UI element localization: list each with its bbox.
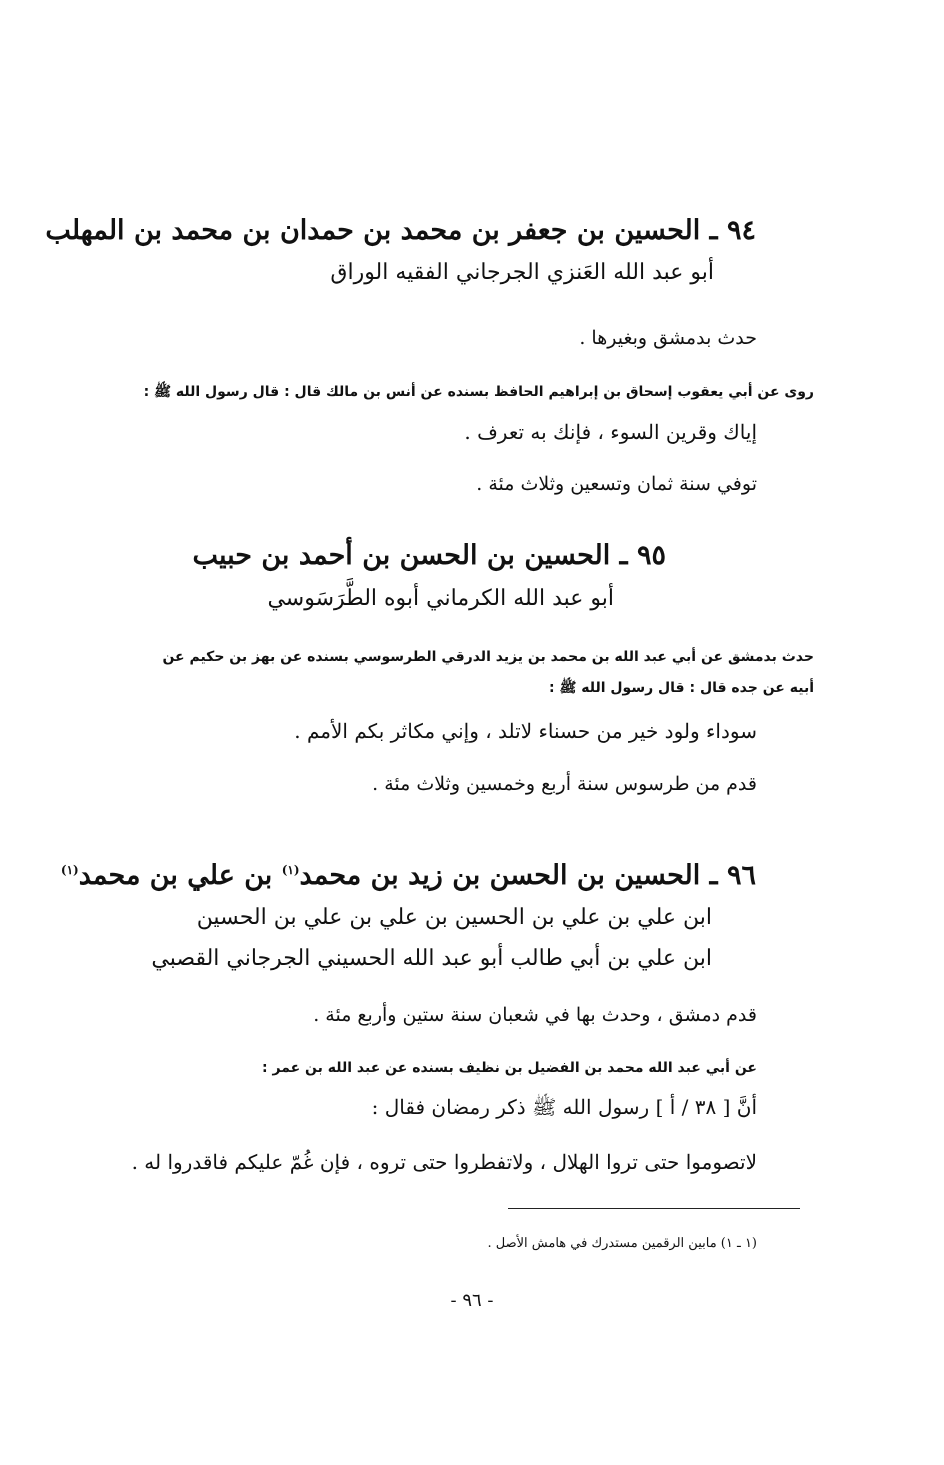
entry-96-chain: عن أبي عبد الله محمد بن الفضيل بن نظيف بسنده عن عبد الله بن عمر : [262,1060,757,1076]
page-number: - ٩٦ - [450,1290,494,1311]
entry-94-death: توفي سنة ثمان وتسعين وثلاث مئة . [476,473,757,495]
entry-96-title-part-b: بن علي بن محمد [78,860,282,891]
entry-94-hadith: إياك وقرين السوء ، فإنك به تعرف . [464,420,757,444]
entry-96-hadith: لاتصوموا حتى تروا الهلال ، ولاتفطروا حتى تروه ، فإن غُمّ عليكم فاقدروا له . [131,1150,757,1174]
footnote: (١ ـ ١) مابين الرقمين مستدرك في هامش الأصل . [487,1236,757,1251]
entry-96-note: قدم دمشق ، وحدث بها في شعبان سنة ستين وأربع مئة . [313,1004,757,1026]
entry-95-chain-a: حدث بدمشق عن أبي عبد الله بن محمد بن يزيد الدرقي الطرسوسي بسنده عن بهز بن حكيم عن [162,649,814,665]
entry-95-note: قدم من طرسوس سنة أربع وخمسين وثلاث مئة . [372,773,757,795]
entry-96-title [61,860,756,891]
entry-94-subtitle: أبو عبد الله العَنزي الجرجاني الفقيه الوراق [330,260,714,285]
entry-96-subtitle-1: ابن علي بن علي بن الحسين بن علي بن علي بن الحسين [196,905,712,930]
entry-96-subtitle-2: ابن علي بن أبي طالب أبو عبد الله الحسيني الجرجاني القصبي [151,946,712,971]
entry-94-title: ٩٤ ـ الحسين بن جعفر بن محمد بن حمدان بن محمد بن المهلب [45,215,756,246]
footnote-ref: (١) [281,863,300,877]
footnote-separator [508,1208,800,1209]
entry-94-chain: روى عن أبي يعقوب إسحاق بن إبراهيم الحافظ بسنده عن أنس بن مالك قال : قال رسول الله ﷺ : [143,384,814,400]
entry-95-subtitle: أبو عبد الله الكرماني أبوه الطَّرَسَوسي [267,586,614,611]
entry-96-title-part-a: ٩٦ ـ الحسين بن الحسن بن زيد بن محمد [299,860,756,891]
entry-94-line1: حدث بدمشق وبغيرها . [579,327,757,349]
footnote-ref: (١) [60,863,79,877]
entry-95-hadith: سوداء ولود خير من حسناء لاتلد ، وإني مكاثر بكم الأمم . [294,719,757,743]
entry-96-chain-2: أنَّ [ ٣٨ / أ ] رسول الله ﷺ ذكر رمضان فقال : [371,1095,757,1119]
entry-95-title: ٩٥ ـ الحسين بن الحسن بن أحمد بن حبيب [192,540,666,571]
entry-95-chain-b: أبيه عن جده قال : قال رسول الله ﷺ : [549,680,814,696]
